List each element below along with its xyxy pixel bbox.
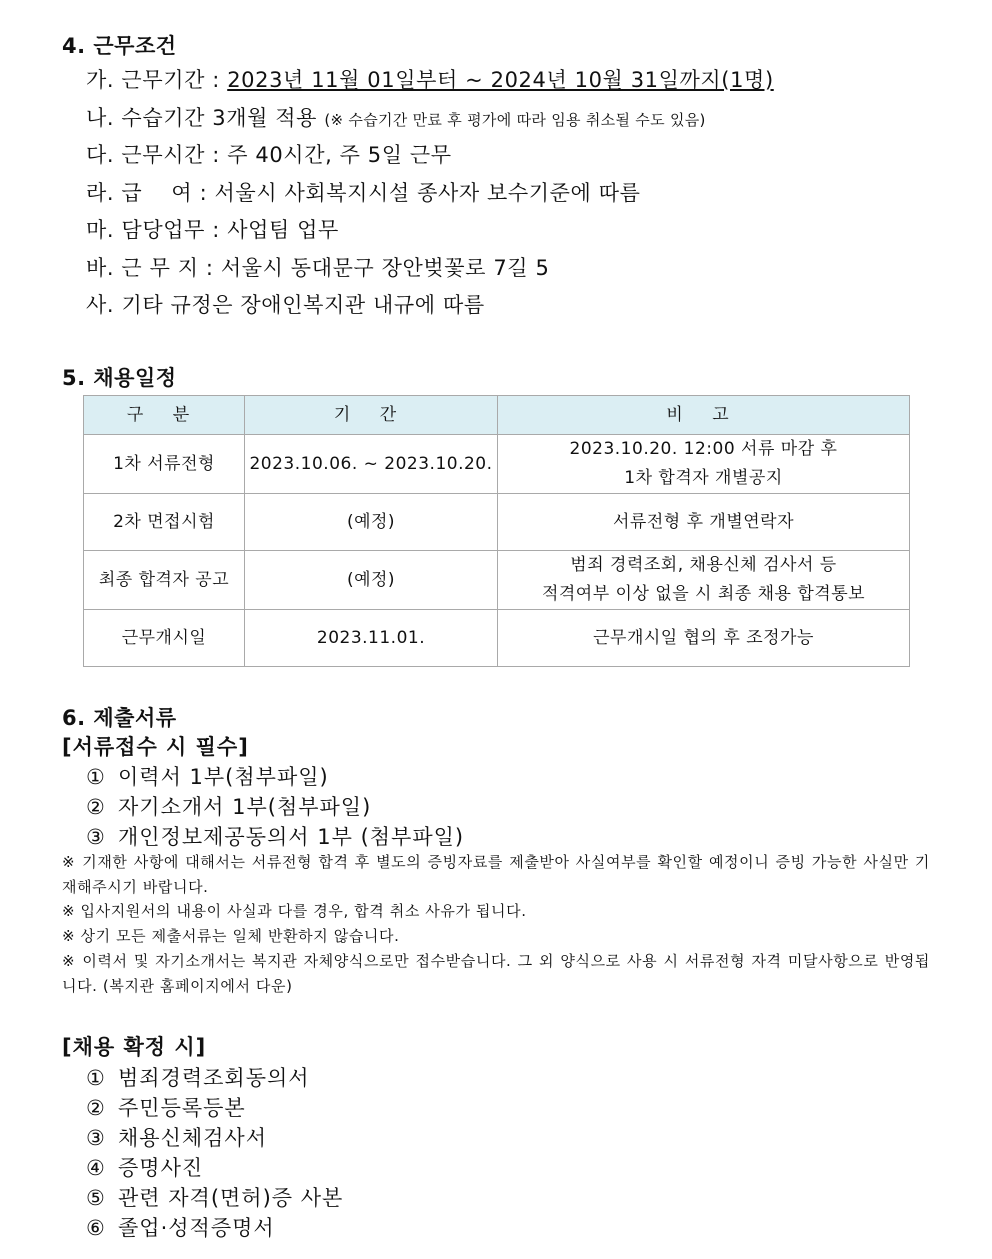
condition-label: 사. <box>86 293 122 317</box>
condition-value: 서울시 동대문구 장안벚꽃로 7길 5 <box>220 256 550 280</box>
required-doc-item <box>86 821 464 851</box>
condition-label: 바. 근 무 지 : <box>86 256 221 280</box>
item-text: 개인정보제공동의서 1부 (첨부파일) <box>118 825 465 849</box>
hire-doc-item <box>86 1152 203 1182</box>
item-number: ⑤ <box>86 1186 106 1210</box>
condition-value: 사업팀 업무 <box>227 218 339 242</box>
item-text: 범죄경력조회동의서 <box>118 1066 310 1090</box>
condition-value: 기타 규정은 장애인복지관 내규에 따름 <box>121 293 485 317</box>
cell-note: 근무개시일 협의 후 조정가능 <box>498 610 910 667</box>
hire-doc-item <box>86 1212 275 1242</box>
table-header-row <box>84 396 910 435</box>
condition-value: 주 40시간, 주 5일 근무 <box>227 143 452 167</box>
condition-duty <box>86 214 339 244</box>
table-row <box>84 610 910 667</box>
condition-probation <box>86 102 706 132</box>
cell-period: (예정) <box>245 494 498 551</box>
cell-period: 2023.10.06. ~ 2023.10.20. <box>245 435 498 494</box>
cell-period: 2023.11.01. <box>245 610 498 667</box>
condition-salary <box>86 177 640 207</box>
item-text: 관련 자격(면허)증 사본 <box>118 1186 344 1210</box>
table-row <box>84 435 910 494</box>
note-line: 범죄 경력조회, 채용신체 검사서 등 <box>570 555 837 575</box>
note-text: ※ 입사지원서의 내용이 사실과 다를 경우, 합격 취소 사유가 됩니다. <box>62 902 527 920</box>
item-number: ① <box>86 1066 106 1090</box>
condition-label: 마. 담당업무 : <box>86 218 228 242</box>
item-text: 채용신체검사서 <box>118 1126 268 1150</box>
condition-label: 다. 근무시간 : <box>86 143 228 167</box>
cell-category: 1차 서류전형 <box>84 435 245 494</box>
condition-value: 2023년 11월 01일부터 ~ 2024년 10월 31일까지(1명) <box>227 68 774 92</box>
cell-category: 최종 합격자 공고 <box>84 551 245 610</box>
hire-doc-item <box>86 1092 246 1122</box>
item-number: ① <box>86 765 106 789</box>
note-text: ※ 기재한 사항에 대해서는 서류전형 합격 후 별도의 증빙자료를 제출받아 사실여부를 확인할 예정이니 증빙 가능한 사실만 기재해주시기 바랍니다. <box>62 853 930 896</box>
item-number: ③ <box>86 825 106 849</box>
cell-note <box>498 435 910 494</box>
hire-doc-item <box>86 1062 310 1092</box>
item-text: 이력서 1부(첨부파일) <box>118 765 329 789</box>
cell-note <box>498 551 910 610</box>
table-row <box>84 551 910 610</box>
section-title-conditions: 4. 근무조건 <box>62 34 177 58</box>
hire-docs-title: [채용 확정 시] <box>62 1035 207 1059</box>
required-doc-item <box>86 761 329 791</box>
header-category: 구 분 <box>84 396 245 435</box>
cell-category: 2차 면접시험 <box>84 494 245 551</box>
item-text: 자기소개서 1부(첨부파일) <box>118 795 372 819</box>
condition-value: 서울시 사회복지시설 종사자 보수기준에 따름 <box>214 181 641 205</box>
item-number: ③ <box>86 1126 106 1150</box>
condition-other <box>86 289 485 319</box>
note-line: 1차 합격자 개별공지 <box>624 468 783 488</box>
hire-doc-item <box>86 1122 267 1152</box>
table-row <box>84 494 910 551</box>
item-text: 졸업·성적증명서 <box>118 1216 275 1240</box>
condition-value: (※ 수습기간 만료 후 평가에 따라 임용 취소될 수도 있음) <box>324 111 706 129</box>
item-number: ④ <box>86 1156 106 1180</box>
condition-hours <box>86 139 452 169</box>
cell-category: 근무개시일 <box>84 610 245 667</box>
item-text: 증명사진 <box>118 1156 204 1180</box>
condition-label: 나. 수습기간 3개월 적용 <box>86 106 325 130</box>
condition-location <box>86 252 549 282</box>
cell-period: (예정) <box>245 551 498 610</box>
note-text: ※ 이력서 및 자기소개서는 복지관 자체양식으로만 접수받습니다. 그 외 양식으로 사용 시 서류전형 자격 미달사항으로 반영됩니다. (복지관 홈페이지에서 다운) <box>62 952 930 995</box>
item-number: ② <box>86 795 106 819</box>
required-doc-item <box>86 791 371 821</box>
section-title-schedule: 5. 채용일정 <box>62 366 177 390</box>
schedule-table <box>83 395 910 667</box>
note-line: 적격여부 이상 없을 시 최종 채용 합격통보 <box>541 584 866 604</box>
header-period: 기 간 <box>245 396 498 435</box>
required-docs-title: [서류접수 시 필수] <box>62 735 249 759</box>
header-note: 비 고 <box>498 396 910 435</box>
condition-period <box>86 64 774 94</box>
hire-doc-item <box>86 1182 343 1212</box>
cell-note: 서류전형 후 개별연락자 <box>498 494 910 551</box>
condition-label: 라. 급 여 : <box>86 181 215 205</box>
item-number: ② <box>86 1096 106 1120</box>
condition-label: 가. 근무기간 : <box>86 68 228 92</box>
note-text: ※ 상기 모든 제출서류는 일체 반환하지 않습니다. <box>62 927 400 945</box>
note-line: 2023.10.20. 12:00 서류 마감 후 <box>569 439 838 459</box>
item-text: 주민등록등본 <box>118 1096 246 1120</box>
section-title-documents: 6. 제출서류 <box>62 706 177 730</box>
item-number: ⑥ <box>86 1216 106 1240</box>
